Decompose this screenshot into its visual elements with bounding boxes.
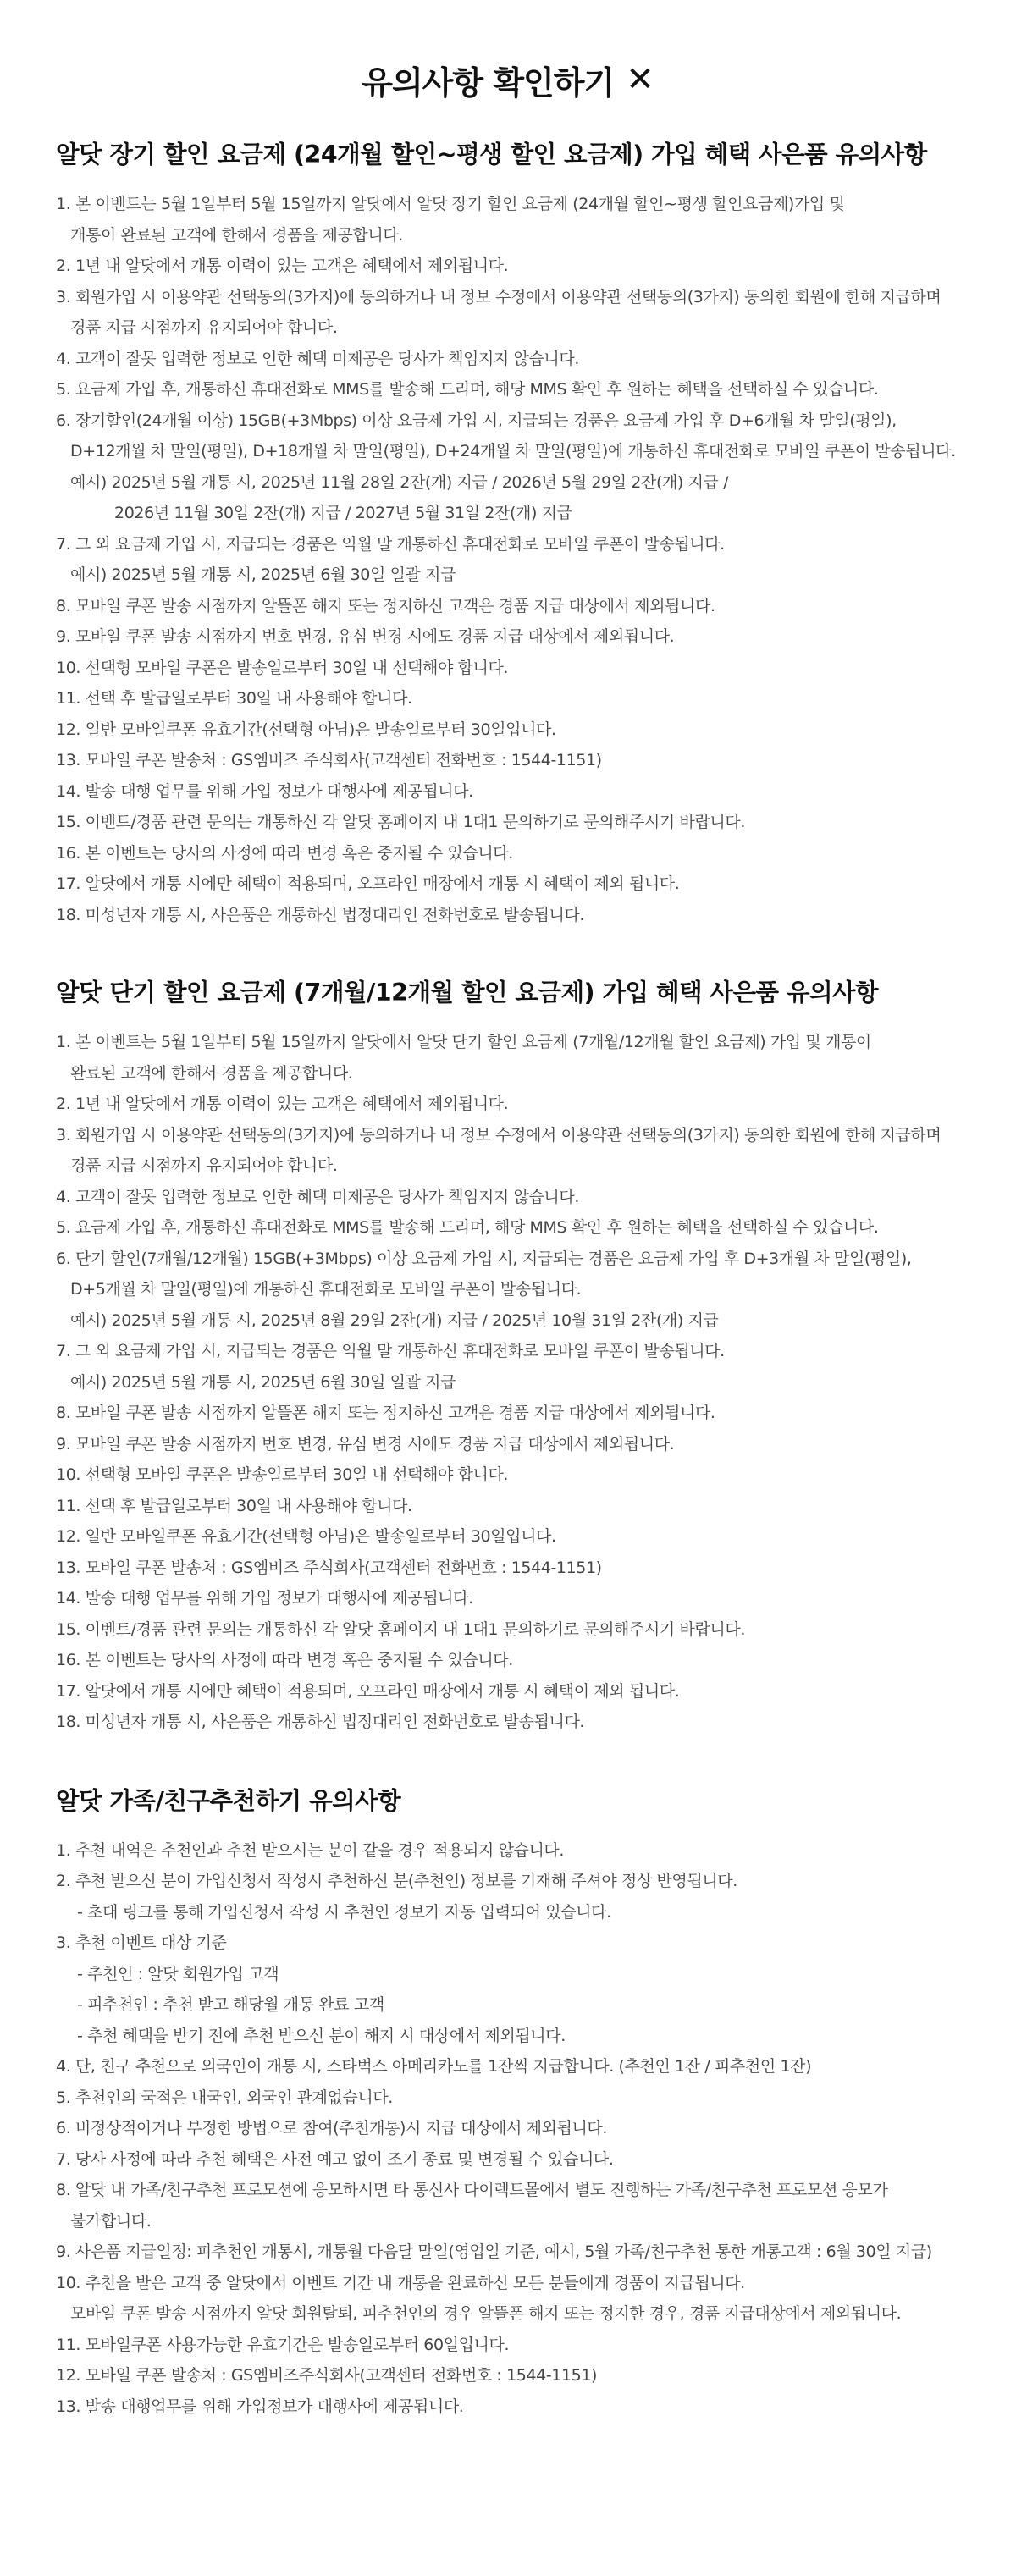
notice-item xyxy=(56,1459,960,1491)
notice-item xyxy=(56,1928,960,2051)
notice-item-continuation: 완료된 고객에 한해서 경품을 제공합니다. xyxy=(70,1063,353,1083)
notice-item xyxy=(56,529,960,591)
notice-item xyxy=(56,282,960,344)
notice-item xyxy=(56,2237,960,2268)
notice-item-continuation: 예시) 2025년 5월 개통 시, 2025년 11월 28일 2잔(개) 지급 / 2026년 5월 29일 2잔(개) 지급 / xyxy=(70,472,729,492)
section-title: 알닷 장기 할인 요금제 (24개월 할인~평생 할인 요금제) 가입 혜택 사은품 유의사항 xyxy=(56,141,927,168)
notice-item xyxy=(56,1120,960,1182)
notice-item-continuation: 예시) 2025년 5월 개통 시, 2025년 6월 30일 일괄 지급 xyxy=(70,565,456,584)
notice-item xyxy=(56,1398,960,1429)
notice-item xyxy=(56,2268,960,2330)
notice-item-continuation: - 피추천인 : 추천 받고 해당월 개통 완료 고객 xyxy=(77,1995,384,2014)
notice-item-text: 11. 선택 후 발급일로부터 30일 내 사용해야 합니다. xyxy=(56,1496,412,1515)
notice-item xyxy=(56,1336,960,1398)
notice-item-text: 11. 선택 후 발급일로부터 30일 내 사용해야 합니다. xyxy=(56,689,412,708)
notice-item-continuation: - 추천 혜택을 받기 전에 추천 받으신 분이 해지 시 대상에서 제외됩니다. xyxy=(77,2026,566,2045)
notice-item xyxy=(56,1429,960,1460)
notice-item-continuation: 모바일 쿠폰 발송 시점까지 알닷 회원탈퇴, 피추천인의 경우 알뜰폰 해지 또는 정지한 경우, 경품 지급대상에서 제외됩니다. xyxy=(70,2304,902,2323)
notice-item xyxy=(56,1491,960,1522)
notice-item-text: 8. 모바일 쿠폰 발송 시점까지 알뜰폰 해지 또는 정지하신 고객은 경품 지급 대상에서 제외됩니다. xyxy=(56,596,715,615)
notice-item-text: 6. 장기할인(24개월 이상) 15GB(+3Mbps) 이상 요금제 가입 시, 지급되는 경품은 요금제 가입 후 D+6개월 차 말일(평일), xyxy=(56,411,897,430)
notice-item-text: 9. 모바일 쿠폰 발송 시점까지 번호 변경, 유심 변경 시에도 경품 지급 대상에서 제외됩니다. xyxy=(56,1434,675,1453)
notice-item-text: 3. 회원가입 시 이용약관 선택동의(3가지)에 동의하거나 내 정보 수정에서 이용약관 선택동의(3가지) 동의한 회원에 한해 지급하며 xyxy=(56,1125,941,1145)
notice-item-text: 5. 추천인의 국적은 내국인, 외국인 관계없습니다. xyxy=(56,2088,393,2107)
notice-item xyxy=(56,1182,960,1213)
notice-item-text: 14. 발송 대행 업무를 위해 가입 정보가 대행사에 제공됩니다. xyxy=(56,1589,473,1608)
notice-item-continuation: 2026년 11월 30일 2잔(개) 지급 / 2027년 5월 31일 2잔(개) 지급 xyxy=(114,504,572,522)
notice-item xyxy=(56,653,960,684)
notice-item-text: 3. 추천 이벤트 대상 기준 xyxy=(56,1933,227,1952)
section-referral xyxy=(56,1782,960,2423)
notice-item-text: 5. 요금제 가입 후, 개통하신 휴대전화로 MMS를 발송해 드리며, 해당 MMS 확인 후 원하는 혜택을 선택하실 수 있습니다. xyxy=(56,1218,879,1237)
notice-item xyxy=(56,2360,960,2391)
notice-item xyxy=(56,807,960,838)
section-short-term-plan xyxy=(56,974,960,1738)
notice-item-text: 9. 사은품 지급일정: 피추천인 개통시, 개통월 다음달 말일(영업일 기준, 예시, 5월 가족/친구추천 통한 개통고객 : 6월 30일 지급) xyxy=(56,2242,932,2261)
notice-item xyxy=(56,2175,960,2237)
notice-item xyxy=(56,1244,960,1337)
notice-list xyxy=(56,189,960,930)
notice-item-text: 18. 미성년자 개통 시, 사은품은 개통하신 법정대리인 전화번호로 발송됩니다. xyxy=(56,1713,585,1731)
notice-item-text: 8. 알닷 내 가족/친구추천 프로모션에 응모하시면 타 통신사 다이렉트몰에서 별도 진행하는 가족/친구추천 프로모션 응모가 xyxy=(56,2181,888,2199)
notice-item-text: 10. 선택형 모바일 쿠폰은 발송일로부터 30일 내 선택해야 합니다. xyxy=(56,658,509,677)
notice-item-text: 4. 고객이 잘못 입력한 정보로 인한 혜택 미제공은 당사가 책임지지 않습니다. xyxy=(56,1187,579,1206)
notice-list xyxy=(56,1027,960,1738)
notice-item xyxy=(56,714,960,746)
notice-item xyxy=(56,2391,960,2423)
notice-item xyxy=(56,405,960,529)
section-long-term-plan xyxy=(56,135,960,930)
notice-item xyxy=(56,1553,960,1584)
notice-item-text: 1. 본 이벤트는 5월 1일부터 5월 15일까지 알닷에서 알닷 장기 할인 요금제 (24개월 할인~평생 할인요금제)가입 및 xyxy=(56,195,845,213)
page-header xyxy=(0,54,1016,105)
notice-item xyxy=(56,2113,960,2144)
notice-item-text: 15. 이벤트/경품 관련 문의는 개통하신 각 알닷 홈페이지 내 1대1 문의하기로 문의해주시기 바랍니다. xyxy=(56,813,745,831)
notice-item-text: 13. 발송 대행업무를 위해 가입정보가 대행사에 제공됩니다. xyxy=(56,2397,464,2416)
notice-item-continuation: 경품 지급 시점까지 유지되어야 합니다. xyxy=(70,1156,338,1175)
notice-item-text: 7. 그 외 요금제 가입 시, 지급되는 경품은 익월 말 개통하신 휴대전화로 모바일 쿠폰이 발송됩니다. xyxy=(56,1342,725,1360)
notice-item-text: 11. 모바일쿠폰 사용가능한 유효기간은 발송일로부터 60일입니다. xyxy=(56,2335,510,2354)
notice-item xyxy=(56,776,960,808)
notice-list xyxy=(56,1835,960,2423)
notice-item-text: 10. 추천을 받은 고객 중 알닷에서 이벤트 기간 내 개통을 완료하신 모든 분들에게 경품이 지급됩니다. xyxy=(56,2273,745,2292)
notice-item xyxy=(56,1521,960,1553)
notice-item-text: 1. 본 이벤트는 5월 1일부터 5월 15일까지 알닷에서 알닷 단기 할인 요금제 (7개월/12개월 할인 요금제) 가입 및 개통이 xyxy=(56,1033,871,1051)
notice-item-text: 17. 알닷에서 개통 시에만 혜택이 적용되며, 오프라인 매장에서 개통 시 혜택이 제외 됩니다. xyxy=(56,874,680,893)
notice-item xyxy=(56,1676,960,1707)
notice-item-text: 9. 모바일 쿠폰 발송 시점까지 번호 변경, 유심 변경 시에도 경품 지급 대상에서 제외됩니다. xyxy=(56,627,675,646)
notice-item-text: 12. 일반 모바일쿠폰 유효기간(선택형 아님)은 발송일로부터 30일입니다. xyxy=(56,720,556,739)
notice-item-text: 10. 선택형 모바일 쿠폰은 발송일로부터 30일 내 선택해야 합니다. xyxy=(56,1465,509,1484)
notice-item-text: 8. 모바일 쿠폰 발송 시점까지 알뜰폰 해지 또는 정지하신 고객은 경품 지급 대상에서 제외됩니다. xyxy=(56,1404,715,1422)
notice-item-text: 18. 미성년자 개통 시, 사은품은 개통하신 법정대리인 전화번호로 발송됩니다. xyxy=(56,905,585,924)
notice-item-text: 1. 추천 내역은 추천인과 추천 받으시는 분이 같을 경우 적용되지 않습니다. xyxy=(56,1840,565,1860)
section-title: 알닷 단기 할인 요금제 (7개월/12개월 할인 요금제) 가입 혜택 사은품 유의사항 xyxy=(56,979,879,1007)
notice-item xyxy=(56,1614,960,1646)
notice-item-text: 13. 모바일 쿠폰 발송처 : GS엠비즈 주식회사(고객센터 전화번호 : 1544-1151) xyxy=(56,751,602,769)
notice-item-continuation: - 초대 링크를 통해 가입신청서 작성 시 추천인 정보가 자동 입력되어 있습니다. xyxy=(77,1902,611,1922)
notice-item-text: 4. 단, 친구 추천으로 외국인이 개통 시, 스타벅스 아메리카노를 1잔씩 지급합니다. (추천인 1잔 / 피추천인 1잔) xyxy=(56,2057,812,2076)
notice-item xyxy=(56,2051,960,2082)
notice-item-text: 17. 알닷에서 개통 시에만 혜택이 적용되며, 오프라인 매장에서 개통 시 혜택이 제외 됩니다. xyxy=(56,1681,680,1701)
notice-item-continuation: 예시) 2025년 5월 개통 시, 2025년 6월 30일 일괄 지급 xyxy=(70,1372,456,1392)
close-icon[interactable]: ✕ xyxy=(626,60,654,99)
section-title: 알닷 가족/친구추천하기 유의사항 xyxy=(56,1786,401,1815)
notice-item xyxy=(56,1212,960,1244)
notice-item xyxy=(56,621,960,653)
notice-item-text: 16. 본 이벤트는 당사의 사정에 따라 변경 혹은 중지될 수 있습니다. xyxy=(56,1651,513,1669)
notice-item xyxy=(56,1707,960,1738)
notice-item xyxy=(56,344,960,375)
notice-item-continuation: D+5개월 차 말일(평일)에 개통하신 휴대전화로 모바일 쿠폰이 발송됩니다. xyxy=(70,1280,582,1299)
notice-item xyxy=(56,591,960,622)
notice-item xyxy=(56,869,960,900)
notice-item-text: 5. 요금제 가입 후, 개통하신 휴대전화로 MMS를 발송해 드리며, 해당 MMS 확인 후 원하는 혜택을 선택하실 수 있습니다. xyxy=(56,380,879,399)
notice-item xyxy=(56,838,960,869)
notice-item xyxy=(56,2082,960,2114)
notice-item xyxy=(56,189,960,251)
notice-item-text: 16. 본 이벤트는 당사의 사정에 따라 변경 혹은 중지될 수 있습니다. xyxy=(56,843,513,863)
notice-content xyxy=(0,135,1016,2422)
notice-item xyxy=(56,251,960,282)
notice-item-continuation: D+12개월 차 말일(평일), D+18개월 차 말일(평일), D+24개월 차 말일(평일)에 개통하신 휴대전화로 모바일 쿠폰이 발송됩니다. xyxy=(70,442,956,461)
notice-item-continuation: 경품 지급 시점까지 유지되어야 합니다. xyxy=(70,318,338,337)
notice-item-text: 15. 이벤트/경품 관련 문의는 개통하신 각 알닷 홈페이지 내 1대1 문의하기로 문의해주시기 바랍니다. xyxy=(56,1619,745,1639)
page-title: 유의사항 확인하기 xyxy=(362,63,615,102)
notice-item-text: 14. 발송 대행 업무를 위해 가입 정보가 대행사에 제공됩니다. xyxy=(56,781,473,801)
notice-item-continuation: 불가합니다. xyxy=(70,2211,152,2231)
notice-item xyxy=(56,1835,960,1867)
notice-item-continuation: - 추천인 : 알닷 회원가입 고객 xyxy=(77,1964,279,1983)
notice-item xyxy=(56,2330,960,2361)
notice-item xyxy=(56,683,960,714)
notice-item xyxy=(56,745,960,776)
notice-item-text: 2. 1년 내 알닷에서 개통 이력이 있는 고객은 혜택에서 제외됩니다. xyxy=(56,256,509,275)
notice-item xyxy=(56,1583,960,1614)
notice-item xyxy=(56,1027,960,1089)
notice-item-text: 4. 고객이 잘못 입력한 정보로 인한 혜택 미제공은 당사가 책임지지 않습니다. xyxy=(56,349,579,368)
notice-item-text: 12. 일반 모바일쿠폰 유효기간(선택형 아님)은 발송일로부터 30일입니다. xyxy=(56,1527,556,1546)
notice-item-text: 7. 당사 사정에 따라 추천 혜택은 사전 예고 없이 조기 종료 및 변경될 수 있습니다. xyxy=(56,2149,614,2169)
notice-item-continuation: 개통이 완료된 고객에 한해서 경품을 제공합니다. xyxy=(70,225,403,245)
notice-item xyxy=(56,1089,960,1120)
notice-item-text: 13. 모바일 쿠폰 발송처 : GS엠비즈 주식회사(고객센터 전화번호 : 1544-1151) xyxy=(56,1558,602,1577)
notice-item xyxy=(56,900,960,931)
notice-item-text: 7. 그 외 요금제 가입 시, 지급되는 경품은 익월 말 개통하신 휴대전화로 모바일 쿠폰이 발송됩니다. xyxy=(56,534,725,554)
notice-item-text: 6. 단기 할인(7개월/12개월) 15GB(+3Mbps) 이상 요금제 가입 시, 지급되는 경품은 요금제 가입 후 D+3개월 차 말일(평일), xyxy=(56,1249,912,1268)
notice-item xyxy=(56,374,960,405)
notice-item-text: 2. 1년 내 알닷에서 개통 이력이 있는 고객은 혜택에서 제외됩니다. xyxy=(56,1095,509,1113)
notice-item-text: 12. 모바일 쿠폰 발송처 : GS엠비즈주식회사(고객센터 전화번호 : 1544-1151) xyxy=(56,2366,598,2385)
notice-item-text: 6. 비정상적이거나 부정한 방법으로 참여(추천개통)시 지급 대상에서 제외됩니다. xyxy=(56,2119,607,2137)
notice-item xyxy=(56,1645,960,1676)
notice-item-text: 2. 추천 받으신 분이 가입신청서 작성시 추천하신 분(추천인) 정보를 기재해 주셔야 정상 반영됩니다. xyxy=(56,1872,737,1890)
notice-item-continuation: 예시) 2025년 5월 개통 시, 2025년 8월 29일 2잔(개) 지급 / 2025년 10월 31일 2잔(개) 지급 xyxy=(70,1310,719,1330)
notice-item xyxy=(56,2144,960,2176)
notice-item-text: 3. 회원가입 시 이용약관 선택동의(3가지)에 동의하거나 내 정보 수정에서 이용약관 선택동의(3가지) 동의한 회원에 한해 지급하며 xyxy=(56,287,941,306)
notice-item xyxy=(56,1866,960,1928)
